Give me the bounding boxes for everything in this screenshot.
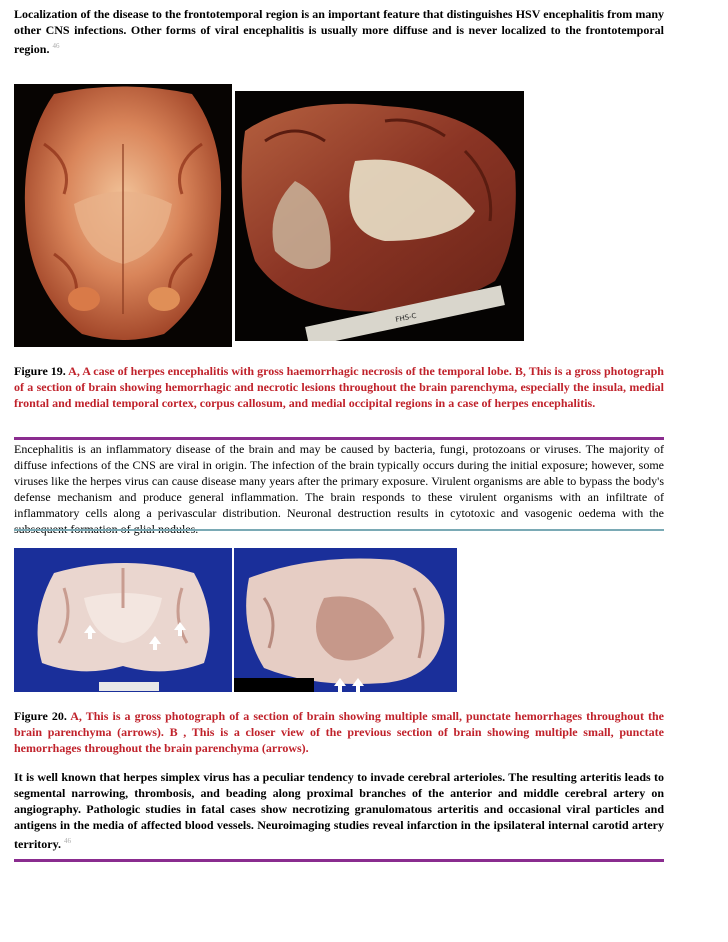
encephalitis-paragraph: Encephalitis is an inflammatory disease of the brain and may be caused by bacteria, fungi, protozoans or viruses. The majority of diffuse infections of the CNS are viral in origin. The infection of the brain typically occurs during the initial exposure; however, some viruses like the herpes virus can cause disease many years after the primary exposure. Virulent organisms are able to bypass the body's defense mechanism and produce general inflammation. The brain responds to these virulent organisms with an infiltrate of inflammatory cells along a perivascular distribution. Neuronal destruction results in cytotoxic and vasogenic oedema with the (14, 442, 664, 520)
figure-19-caption (14, 363, 664, 411)
intro-paragraph (14, 6, 664, 57)
divider-top (14, 437, 664, 440)
figure-20b-photo (234, 548, 457, 692)
ruler-label: FHS-C (394, 311, 418, 324)
figure-20-caption (14, 708, 664, 756)
figure-20-label: Figure 20. (14, 709, 67, 723)
figure-19a-photo (14, 84, 232, 347)
divider-bottom (14, 859, 664, 862)
figure-19-label: Figure 19. (14, 364, 66, 378)
arteritis-paragraph (14, 769, 664, 852)
arteritis-reference: 46 (63, 837, 71, 845)
figure-19-caption-text: A, A case of herpes encephalitis with gross haemorrhagic necrosis of the temporal lobe. B, This is a gross photograph of a section of brain showing hemorrhagic and necrotic lesions throughout the brain parenchyma, especially the insula, medial frontal and medial temporal cortex, corpus callosum, and medial occipital regions in a case of herpes encephalitis. (14, 364, 664, 410)
divider-middle (14, 529, 664, 531)
intro-text: Localization of the disease to the frontotemporal region is an important feature that distinguishes HSV encephalitis from many other CNS infections. Other forms of viral encephalitis is usually more diffuse and is never localized to the frontotemporal region. (14, 7, 664, 56)
figure-20a-photo (14, 548, 232, 692)
figure-19b-photo (235, 91, 524, 341)
figure-20-caption-text: A, This is a gross photograph of a section of brain showing multiple small, punctate hemorrhages throughout the brain parenchyma (arrows). B , This is a closer view of the previous section of brain showing multiple small, punctate hemorrhages throughout the brain parenchyma (arrows). (14, 709, 665, 755)
intro-reference: 46 (52, 42, 60, 50)
arteritis-text: It is well known that herpes simplex virus has a peculiar tendency to invade cerebral arterioles. The resulting arteritis leads to segmental narrowing, thrombosis, and beading along proximal branches of the anterior and middle cerebral artery on angiography. Pathologic studies in fatal cases show necrotizing granulomatous arteritis and occasional viral particles and antigens in the media of affected blood vessels. Neuroimaging studies reveal infarction in the ipsilateral internal carotid artery territory. (14, 770, 664, 851)
